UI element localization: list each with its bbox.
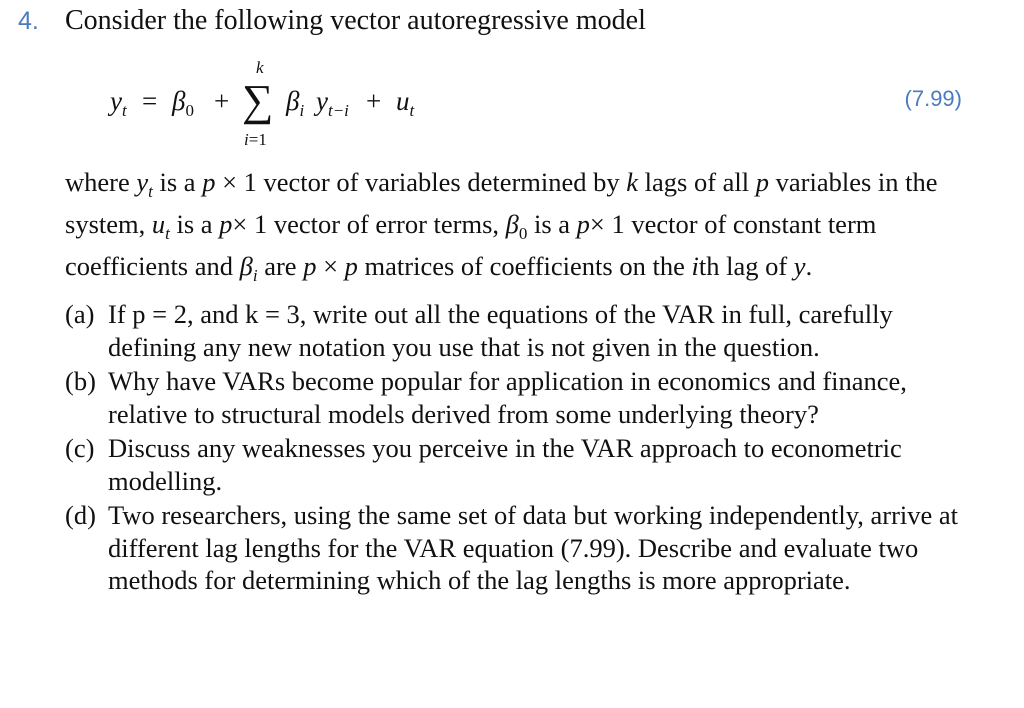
part-label: (a) xyxy=(65,299,95,329)
part-text: Discuss any weaknesses you perceive in the VAR approach to econometric modelling. xyxy=(108,433,902,496)
equation-number: (7.99) xyxy=(904,86,962,111)
part-label: (b) xyxy=(65,366,96,396)
question-intro: Consider the following vector autoregressive model xyxy=(65,5,646,36)
part-text: If p = 2, and k = 3, write out all the equations of the VAR in full, carefully defining any new notation you use that is not given in the question. xyxy=(108,299,893,362)
eq-y-lag: $y_{t-i}$ xyxy=(316,86,349,120)
eq-lhs: $y_t$ xyxy=(110,86,127,120)
sum-lower-limit: i=1 xyxy=(244,130,267,149)
question-parts xyxy=(65,298,965,599)
variable-description xyxy=(65,166,965,292)
part-text: Two researchers, using the same set of data but working independently, arrive at different lag lengths for the VAR equation (7.99). Describe and evaluate two methods for determining which of the lag lengths is more appropriate. xyxy=(108,500,959,595)
description-paragraph: where $y_t$ is a p × 1 vector of variables determined by k lags of all p variables in the system, $u_t$ is a p× 1 vector of error terms, $\beta_0$ is a p× 1 vector of constant term coefficients and $\beta_i$ are p × p matrices of coefficients on the ith lag of y. xyxy=(65,167,938,285)
sum-upper-limit: k xyxy=(256,58,264,77)
part-d xyxy=(65,499,965,597)
eq-plus-2: + xyxy=(366,86,382,116)
eq-error-term: $u_t$ xyxy=(396,86,415,120)
eq-beta0: $\beta_0$ xyxy=(172,86,194,120)
eq-beta-i: $\beta_i$ xyxy=(286,86,305,120)
part-label: (c) xyxy=(65,433,95,463)
var-equation xyxy=(110,52,810,152)
eq-plus-1: + xyxy=(214,86,230,116)
part-text: Why have VARs become popular for application in economics and finance, relative to structural models derived from some underlying theory? xyxy=(108,366,907,429)
part-c xyxy=(65,432,965,497)
summation-symbol: ∑ xyxy=(242,76,274,125)
eq-equals: = xyxy=(142,86,158,116)
part-b xyxy=(65,365,965,430)
part-label: (d) xyxy=(65,500,96,530)
part-a xyxy=(65,298,965,363)
question-number: 4. xyxy=(18,7,39,35)
